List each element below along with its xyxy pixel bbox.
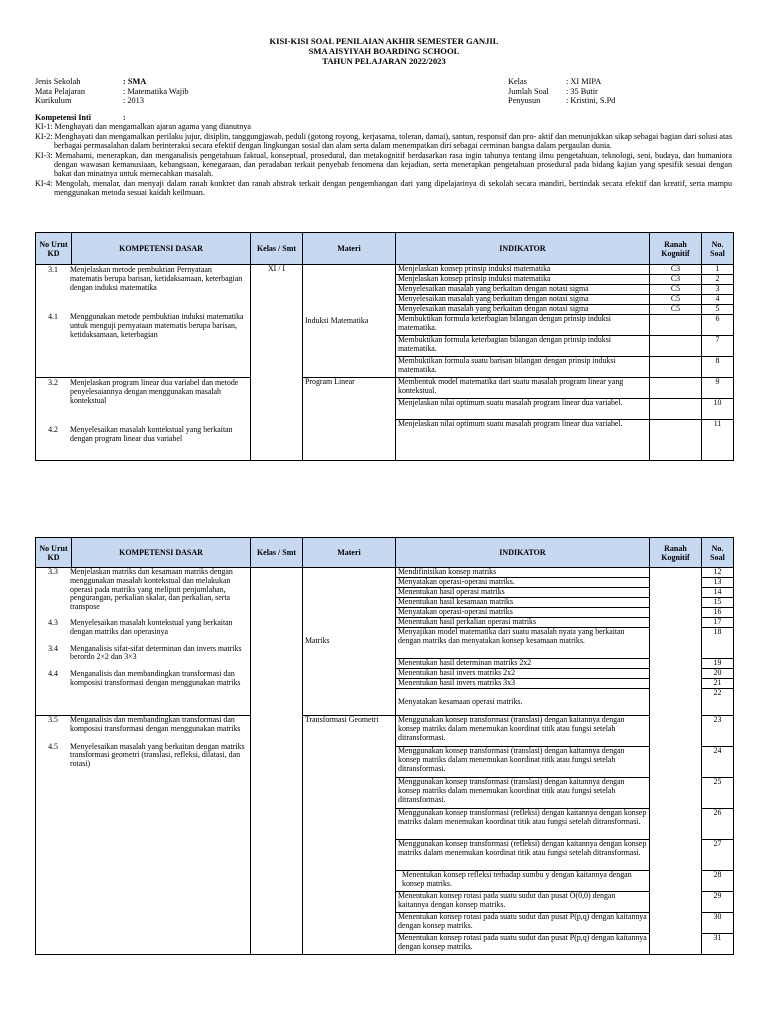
doc-title-line-3: TAHUN PELAJARAN 2022/2023 — [322, 56, 446, 66]
meta-value: : XI MIPA — [566, 77, 602, 86]
kd-text: Menyelesaikan masalah kontekstual yang berkaitan dengan program linear dua variabel — [70, 425, 233, 444]
ki-text: Memahami, menerapkan, dan menganalisis pengetahuan faktual, konseptual, prosedural, dan metakognitif berdasarkan rasa ingin tahunya tentang ilmu pengetahuan, teknologi, seni, budaya, dan humaniora dengan wawasan kemanusiaan, kebangsaan, kenegaraan, dan peradaban terkait penyebab fenomena dan kejadian, serta menerapkan pengetahuan prosedural pada bidang kajian yang spesifik sesuai dengan bakat dan minatnya untuk memecahkan masalah. — [52, 150, 732, 179]
materi-cell: Induksi Matematika — [303, 265, 396, 378]
ranah-cell — [650, 357, 702, 378]
ranah-cell — [650, 336, 702, 357]
indikator-cell: Menggunakan konsep transformasi (translasi) dengan kaitannya dengan konsep matriks dalam menemukan koordinat titik atau fungsi setelah ditransformasi. — [396, 716, 650, 747]
indikator-cell: Menjelaskan konsep prinsip induksi matematika — [396, 275, 650, 285]
kelas-cell: XI / I — [251, 265, 303, 461]
ki-item — [35, 179, 732, 198]
soal-cell: 20 — [702, 669, 734, 679]
indikator-cell: Menjelaskan nilai optimum suatu masalah program linear dua variabel. — [396, 420, 650, 461]
ranah-cell — [650, 399, 702, 420]
ki-colon: : — [123, 113, 126, 122]
indikator-cell: Menentukan konsep rotasi pada suatu sudut dan pusat P(p,q) dengan kaitannya dengan konsep matriks. — [396, 934, 650, 955]
ki-item — [35, 151, 732, 179]
indikator-cell: Menentukan hasil invers matriks 3x3 — [396, 679, 650, 689]
soal-cell: 1 — [702, 265, 734, 275]
materi-cell: Program Linear — [303, 378, 396, 461]
header-kelas: Kelas / Smt — [251, 538, 303, 568]
ki-code: KI-2: — [35, 131, 53, 141]
ki-heading: Kompetensi Inti — [35, 113, 91, 122]
meta-key: Penyusun — [508, 96, 541, 106]
indikator-cell: Menentukan hasil perkalian operasi matriks — [396, 618, 650, 628]
kd-cell — [36, 716, 251, 955]
ki-code: KI-3: — [35, 150, 53, 160]
header-no-urut: No Urut KD — [36, 538, 72, 568]
kisi-table-2 — [35, 537, 734, 955]
kd-number: 3.2 — [48, 378, 58, 387]
kd-text: Menjelaskan metode pembuktian Pernyataan matematis berupa barisan, ketidaksamaan, keterbagian dengan induksi matematika — [70, 265, 243, 292]
ki-item — [35, 122, 732, 131]
indikator-cell: Menyatakan operasi-operasi matriks. — [396, 578, 650, 588]
indikator-cell: Menggunakan konsep transformasi (refleksi) dengan kaitannya dengan konsep matriks dalam menemukan koordinat titik atau fungsi setelah ditransformasi. — [396, 840, 650, 871]
kd-number: 3.1 — [48, 265, 58, 274]
doc-title-line-2: SMA AISYIYAH BOARDING SCHOOL — [308, 46, 460, 56]
meta-key: Jenis Sekolah — [35, 77, 81, 86]
kd-number: 3.5 — [48, 715, 58, 724]
soal-cell: 6 — [702, 315, 734, 336]
indikator-cell: Menentukan konsep rotasi pada suatu sudut dan pusat O(0,0) dengan kaitannya dengan konsep matriks. — [396, 892, 650, 913]
soal-cell: 9 — [702, 378, 734, 399]
indikator-cell: Mendifinisikan konsep matriks — [396, 568, 650, 578]
soal-cell: 29 — [702, 892, 734, 913]
kelas-cell — [251, 568, 303, 955]
ki-text: Menghayati dan mengamalkan perilaku jujur, disiplin, tanggungjawab, peduli (gotong royong, kerjasama, toleran, damai), santun, responsif dan pro- aktif dan menunjukkan sikap sebagai bagian dari solusi atas berbagai permasalahan dalam berinteraksi secara efektif dengan lingkungan sosial dan alam serta dalam menempatkan diri sebagai cerminan bangsa dalam pergaulan dunia. — [52, 131, 732, 151]
ki-code: KI-1: — [35, 122, 53, 132]
indikator-cell: Menyelesaikan masalah yang berkaitan dengan notasi sigma — [396, 305, 650, 315]
meta-key: Jumlah Soal — [508, 86, 549, 96]
header-no-soal: No. Soal — [702, 233, 734, 265]
kd-cell — [36, 265, 251, 378]
meta-left — [35, 77, 189, 106]
soal-cell: 17 — [702, 618, 734, 628]
meta-key: Kelas — [508, 77, 527, 86]
kd-cell — [36, 378, 251, 461]
soal-cell: 28 — [702, 871, 734, 892]
soal-cell: 7 — [702, 336, 734, 357]
indikator-cell: Membuktikan formula suatu barisan bilangan dengan prinsip induksi matematika. — [396, 357, 650, 378]
indikator-cell: Menentukan hasil determinan matriks 2x2 — [396, 659, 650, 669]
kd-text: Menjelaskan matriks dan kesamaan matriks dengan menggunakan masalah kontekstual dan melakukan operasi pada matriks yang meliputi penjumlahan, pengurangan, perkalian skalar, dan perkalian, serta transpose — [70, 567, 233, 612]
soal-cell: 13 — [702, 578, 734, 588]
indikator-cell: Menentukan konsep rotasi pada suatu sudut dan pusat P(p,q) dengan kaitannya dengan konsep matriks. — [396, 913, 650, 934]
soal-cell: 21 — [702, 679, 734, 689]
ranah-cell — [650, 420, 702, 461]
kd-number: 4.2 — [48, 425, 58, 435]
kd-text: Menjelaskan program linear dua variabel dan metode penyelesaiannya dengan menggunakan masalah kontekstual — [70, 378, 239, 405]
soal-cell: 2 — [702, 275, 734, 285]
soal-cell: 24 — [702, 747, 734, 778]
header-no-urut: No Urut KD — [36, 233, 72, 265]
kd-text: Menggunakan metode pembuktian induksi matematika untuk menguji pernyataan matematis berupa barisan, ketidaksamaan, keterbagian — [70, 312, 244, 339]
ranah-cell: C3 — [650, 275, 702, 285]
soal-cell: 23 — [702, 716, 734, 747]
header-no-soal: No. Soal — [702, 538, 734, 568]
meta-key: Mata Pelajaran — [35, 86, 85, 96]
indikator-cell: Menyelesaikan masalah yang berkaitan dengan notasi sigma — [396, 285, 650, 295]
materi-cell: Matriks — [303, 568, 396, 716]
soal-cell: 27 — [702, 840, 734, 871]
soal-cell: 10 — [702, 399, 734, 420]
header-kompetensi-dasar: KOMPETENSI DASAR — [72, 538, 251, 568]
indikator-cell: Menggunakan konsep transformasi (translasi) dengan kaitannya dengan konsep matriks dalam menemukan koordinat titik atau fungsi setelah ditransformasi. — [396, 778, 650, 809]
kd-number: 3.3 — [48, 567, 58, 576]
ranah-cell: C5 — [650, 285, 702, 295]
kd-text: Menyelesaikan masalah yang berkaitan dengan matriks transformasi geometri (translasi, refleksi, dilatasi, dan rotasi) — [70, 741, 245, 769]
ki-item — [35, 132, 732, 151]
kd-text: Menyelesaikan masalah kontekstual yang berkaitan dengan matriks dan operasinya — [70, 617, 233, 636]
meta-right — [508, 77, 615, 106]
kd-number: 4.1 — [48, 312, 58, 322]
indikator-cell: Menyajikan model matematika dari suatu masalah nyata yang berkaitan dengan matriks dan menyatakan konsep kesamaan matriks. — [396, 628, 650, 659]
indikator-cell: Membentuk model matematika dari suatu masalah program linear yang kontekstual. — [396, 378, 650, 399]
meta-key: Kurikulum — [35, 96, 72, 106]
soal-cell: 31 — [702, 934, 734, 955]
indikator-cell: Menentukan hasil invers matriks 2x2 — [396, 669, 650, 679]
indikator-cell: Membuktikan formula keterbagian bilangan dengan prinsip induksi matematika. — [396, 315, 650, 336]
indikator-cell: Menjelaskan nilai optimum suatu masalah program linear dua variabel. — [396, 399, 650, 420]
indikator-cell: Menjelaskan konsep prinsip induksi matematika — [396, 265, 650, 275]
indikator-cell: Membuktikan formula keterbagian bilangan dengan prinsip induksi matematika. — [396, 336, 650, 357]
soal-cell: 25 — [702, 778, 734, 809]
soal-cell: 5 — [702, 305, 734, 315]
kd-number: 4.5 — [48, 741, 58, 751]
materi-cell: Transformasi Geometri — [303, 716, 396, 955]
soal-cell: 14 — [702, 588, 734, 598]
doc-title-line-1: KISI-KISI SOAL PENILAIAN AKHIR SEMESTER GANJIL — [269, 36, 499, 46]
ranah-cell: C5 — [650, 295, 702, 305]
meta-value: : 2013 — [123, 96, 144, 106]
indikator-cell: Menentukan hasil kesamaan matriks — [396, 598, 650, 608]
meta-value: : Matematika Wajib — [123, 86, 189, 96]
indikator-cell: Menentukan konsep refleksi terhadap sumbu y dengan kaitannya dengan konsep matriks. — [396, 871, 650, 892]
indikator-cell: Menyatakan operasi-operasi matriks — [396, 608, 650, 618]
ranah-cell — [650, 378, 702, 399]
indikator-cell: Menyelesaikan masalah yang berkaitan dengan notasi sigma — [396, 295, 650, 305]
soal-cell: 19 — [702, 659, 734, 669]
ranah-cell: C3 — [650, 265, 702, 275]
header-ranah: Ranah Kognitif — [650, 233, 702, 265]
soal-cell: 18 — [702, 628, 734, 659]
header-materi: Materi — [303, 538, 396, 568]
kd-cell — [36, 568, 251, 716]
ki-text: Menghayati dan mengamalkan ajaran agama yang dianutnya — [52, 122, 251, 132]
kd-text: Menganalisis dan membandingkan transformasi dan komposisi transformasi dengan menggunakan matriks — [70, 669, 241, 687]
meta-value: : Kristini, S.Pd — [566, 96, 616, 106]
ranah-cell: C5 — [650, 305, 702, 315]
kompetensi-inti — [35, 113, 732, 198]
kd-text: Menganalisis dan membandingkan transformasi dan komposisi transformasi dengan menggunakan matriks — [70, 715, 241, 733]
soal-cell: 30 — [702, 913, 734, 934]
ranah-cell — [650, 568, 702, 955]
indikator-cell: Menentukan hasil operasi matriks — [396, 588, 650, 598]
header-materi: Materi — [303, 233, 396, 265]
soal-cell: 3 — [702, 285, 734, 295]
kisi-table-1 — [35, 232, 734, 461]
indikator-cell: Menyatakan kesamaan operasi matriks. — [396, 689, 650, 716]
soal-cell: 22 — [702, 689, 734, 716]
ki-code: KI-4: — [35, 178, 53, 188]
soal-cell: 8 — [702, 357, 734, 378]
kd-number: 3.4 — [48, 643, 58, 653]
ki-text: Mengolah, menalar, dan menyaji dalam ranah konkret dan ranah abstrak terkait dengan pengembangan dari yang dipelajarinya di sekolah secara mandiri, bertindak secara efektif dan kreatif, serta mampu menggunakan metoda sesuai kaidah keilmuan. — [52, 178, 732, 198]
kd-text: Menganalisis sifat-sifat determinan dan invers matriks berordo 2×2 dan 3×3 — [70, 643, 242, 662]
meta-value: : 35 Butir — [566, 86, 598, 96]
meta-value: : SMA — [123, 77, 147, 86]
soal-cell: 16 — [702, 608, 734, 618]
kd-number: 4.4 — [48, 669, 58, 679]
header-kelas: Kelas / Smt — [251, 233, 303, 265]
ranah-cell — [650, 315, 702, 336]
soal-cell: 11 — [702, 420, 734, 461]
soal-cell: 26 — [702, 809, 734, 840]
soal-cell: 4 — [702, 295, 734, 305]
indikator-cell: Menggunakan konsep transformasi (translasi) dengan kaitannya dengan konsep matriks dalam menemukan koordinat titik atau fungsi setelah ditransformasi. — [396, 747, 650, 778]
soal-cell: 15 — [702, 598, 734, 608]
header-ranah: Ranah Kognitif — [650, 538, 702, 568]
kd-number: 4.3 — [48, 617, 58, 627]
indikator-cell: Menggunakan konsep transformasi (refleksi) dengan kaitannya dengan konsep matriks dalam menemukan koordinat titik atau fungsi setelah ditransformasi. — [396, 809, 650, 840]
header-kompetensi-dasar: KOMPETENSI DASAR — [72, 233, 251, 265]
header-indikator: INDIKATOR — [396, 538, 650, 568]
header-indikator: INDIKATOR — [396, 233, 650, 265]
soal-cell: 12 — [702, 568, 734, 578]
